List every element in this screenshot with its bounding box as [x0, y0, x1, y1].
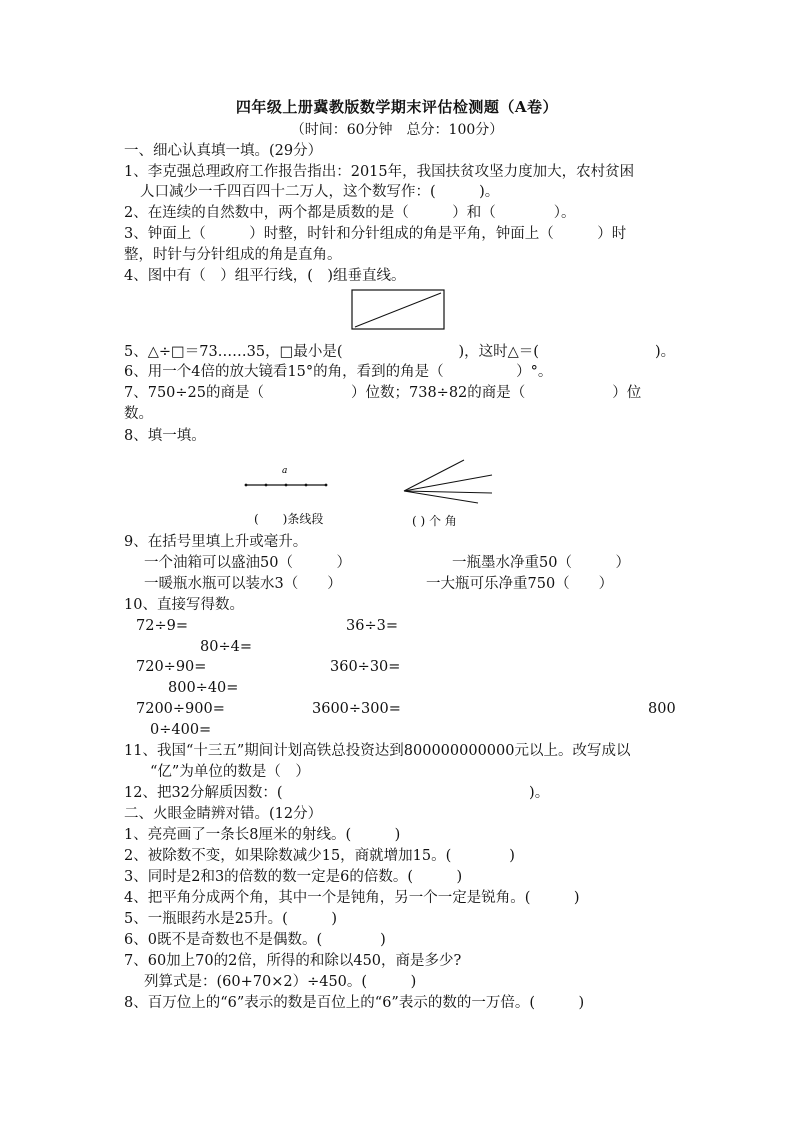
angles-figure [400, 455, 500, 509]
tf-item: 6、0既不是奇数也不是偶数。( ) [124, 932, 386, 948]
q7-line2: 数。 [124, 406, 153, 422]
calc-item: 80÷4= [200, 639, 252, 655]
calc-item: 800÷40= [168, 680, 239, 696]
q11-line1: 11、我国“十三五”期间计划高铁总投资达到800000000000元以上。改写成以 [124, 743, 631, 759]
calc-item: 7200÷900= [136, 701, 225, 717]
calc-item: 360÷30= [330, 659, 401, 675]
segment-point [285, 484, 288, 487]
calc-item: 720÷90= [136, 659, 207, 675]
angle-ray [404, 460, 464, 491]
tf-item: 7、60加上70的2倍，所得的和除以450，商是多少? [124, 953, 462, 969]
q6: 6、用一个4倍的放大镜看15°的角，看到的角是（ ）°。 [124, 364, 553, 380]
q7-line1: 7、750÷25的商是（ ）位数；738÷82的商是（ ）位 [124, 385, 642, 401]
tf-item: 5、一瓶眼药水是25升。( ) [124, 911, 337, 927]
calc-item: 800 [648, 701, 676, 717]
angle-ray [404, 475, 492, 491]
segment-point [325, 484, 328, 487]
calc-item: 72÷9= [136, 618, 188, 634]
q5: 5、△÷□＝73……35，□最小是( )，这时△＝( )。 [124, 344, 676, 360]
q12: 12、把32分解质因数：( )。 [124, 785, 550, 801]
figure-diagonal [355, 293, 441, 327]
calc-item: 3600÷300= [312, 701, 401, 717]
q9-b: 一瓶墨水净重50（ ） [452, 555, 630, 571]
calc-item: 36÷3= [346, 618, 398, 634]
tf-item: 3、同时是2和3的倍数的数一定是6的倍数。( ) [124, 869, 463, 885]
q9: 9、在括号里填上升或毫升。 [124, 534, 308, 550]
angle-caption: ( ) 个 角 [412, 514, 457, 528]
section1-heading: 一、细心认真填一填。(29分） [124, 143, 323, 159]
section2-heading: 二、火眼金睛辨对错。(12分） [124, 806, 323, 822]
line-segment-figure [240, 462, 336, 496]
q9-c: 一暖瓶水瓶可以装水3（ ） [144, 576, 342, 592]
tf-item: 4、把平角分成两个角，其中一个是钝角，另一个一定是锐角。( ) [124, 890, 580, 906]
tf-item: 8、百万位上的“6”表示的数是百位上的“6”表示的数的一万倍。( ) [124, 995, 585, 1011]
q10: 10、直接写得数。 [124, 597, 244, 613]
segment-label: a [282, 466, 288, 476]
q9-d: 一大瓶可乐净重750（ ） [426, 576, 614, 592]
q8: 8、填一填。 [124, 428, 206, 444]
tf-item7-formula: 列算式是：(60+70×2）÷450。( ) [144, 974, 417, 990]
q1-line1: 1、李克强总理政府工作报告指出：2015年，我国扶贫攻坚力度加大，农村贫困 [124, 164, 635, 180]
tf-item: 1、亮亮画了一条长8厘米的射线。( ) [124, 827, 401, 843]
q3-line2: 整，时针与分针组成的角是直角。 [124, 247, 342, 263]
page-subtitle: （时间：60分钟 总分：100分） [290, 122, 504, 138]
rectangle-diagonal-figure [350, 288, 448, 332]
segment-point [305, 484, 308, 487]
page-title: 四年级上册冀教版数学期末评估检测题（A卷） [235, 98, 559, 116]
segment-point [245, 484, 248, 487]
segment-caption: ( )条线段 [254, 512, 324, 526]
tf-item: 2、被除数不变，如果除数减少15，商就增加15。( ) [124, 848, 515, 864]
q9-a: 一个油箱可以盛油50（ ） [144, 555, 351, 571]
calc-item: 0÷400= [150, 722, 212, 738]
q4: 4、图中有（ ）组平行线，( )组垂直线。 [124, 268, 406, 284]
segment-point [265, 484, 268, 487]
q11-line2: “亿”为单位的数是（ ） [150, 764, 310, 780]
q3-line1: 3、钟面上（ ）时整，时针和分针组成的角是平角，钟面上（ ）时 [124, 226, 627, 242]
q2: 2、在连续的自然数中，两个都是质数的是（ ）和（ ）。 [124, 205, 576, 221]
q1-line2: 人口减少一千四百四十二万人，这个数写作：( )。 [140, 184, 500, 200]
